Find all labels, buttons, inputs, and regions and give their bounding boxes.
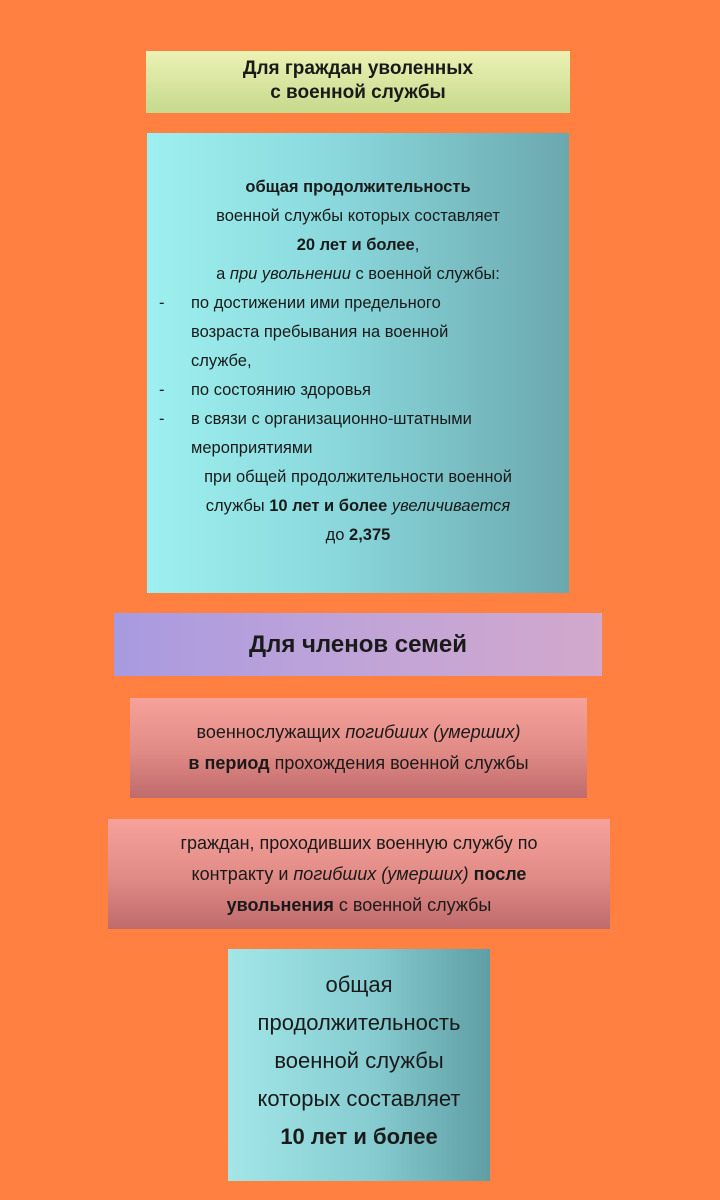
veterans-line4-suffix: с военной службы: (350, 265, 500, 283)
footer-bold: 10 лет и более (269, 497, 388, 515)
veterans-line4-prefix: а (216, 265, 230, 283)
veterans-years: 20 лет и более (296, 236, 415, 254)
veterans-header (146, 51, 570, 113)
item1-line1: по достижении ими предельного (191, 294, 441, 312)
footer-prefix: службы (205, 497, 270, 515)
contract-line3-bold: увольнения (226, 895, 334, 915)
list-item (159, 405, 569, 463)
contract-prefix: контракту и (191, 864, 294, 884)
contract-line1: граждан, проходивших военную службу по (180, 833, 538, 853)
veterans-header-line1: Для граждан уволенных (242, 58, 474, 79)
contract-line3 (108, 890, 610, 921)
families-duration-box (228, 949, 490, 1181)
servicemen-line2 (130, 748, 587, 779)
families-servicemen-box (130, 698, 587, 798)
item3-line2: мероприятиями (191, 439, 313, 457)
families-header: Для членов семей (114, 613, 602, 676)
contract-line3-suffix: с военной службы (333, 895, 492, 915)
duration-line4: которых составляет (257, 1086, 461, 1111)
list-dash: - (159, 294, 165, 312)
duration-line1: общая (325, 972, 393, 997)
veterans-conditions-box (147, 133, 569, 593)
veterans-line4 (147, 260, 569, 289)
servicemen-italic: погибших (умерших) (345, 722, 521, 742)
contract-line2 (108, 859, 610, 890)
contract-bold: после (468, 864, 527, 884)
veterans-footer-line1: при общей продолжительности военной (204, 468, 512, 486)
servicemen-bold: в период (188, 753, 270, 773)
veterans-line3 (147, 231, 569, 260)
veterans-footer-line3 (147, 521, 569, 550)
list-dash: - (159, 410, 165, 428)
veterans-header-line2: с военной службы (270, 82, 446, 103)
servicemen-line1 (130, 717, 587, 748)
duration-line2: продолжительность (257, 1010, 461, 1035)
veterans-line2: военной службы которых составляет (216, 207, 500, 225)
list-item (159, 376, 569, 405)
list-dash: - (159, 381, 165, 399)
discharge-reasons-list (147, 289, 569, 463)
veterans-line4-italic: при увольнении (229, 265, 351, 283)
footer-line3-prefix: до (325, 526, 350, 544)
footer-value: 2,375 (349, 526, 391, 544)
veterans-line3-suffix: , (414, 236, 420, 254)
contract-italic: погибших (умерших) (293, 864, 469, 884)
list-item (159, 289, 569, 376)
item1-line3: службе, (191, 352, 252, 370)
duration-line3: военной службы (274, 1048, 444, 1073)
servicemen-prefix: военнослужащих (196, 722, 346, 742)
duration-line5: 10 лет и более (280, 1124, 438, 1149)
veterans-line1: общая продолжительность (245, 178, 471, 196)
families-contract-box (108, 819, 610, 929)
footer-italic: увеличивается (387, 497, 511, 515)
item2: по состоянию здоровья (191, 381, 371, 399)
item1-line2: возраста пребывания на военной (191, 323, 449, 341)
servicemen-suffix: прохождения военной службы (269, 753, 529, 773)
item3-line1: в связи с организационно-штатными (191, 410, 472, 428)
veterans-footer-line2 (147, 492, 569, 521)
